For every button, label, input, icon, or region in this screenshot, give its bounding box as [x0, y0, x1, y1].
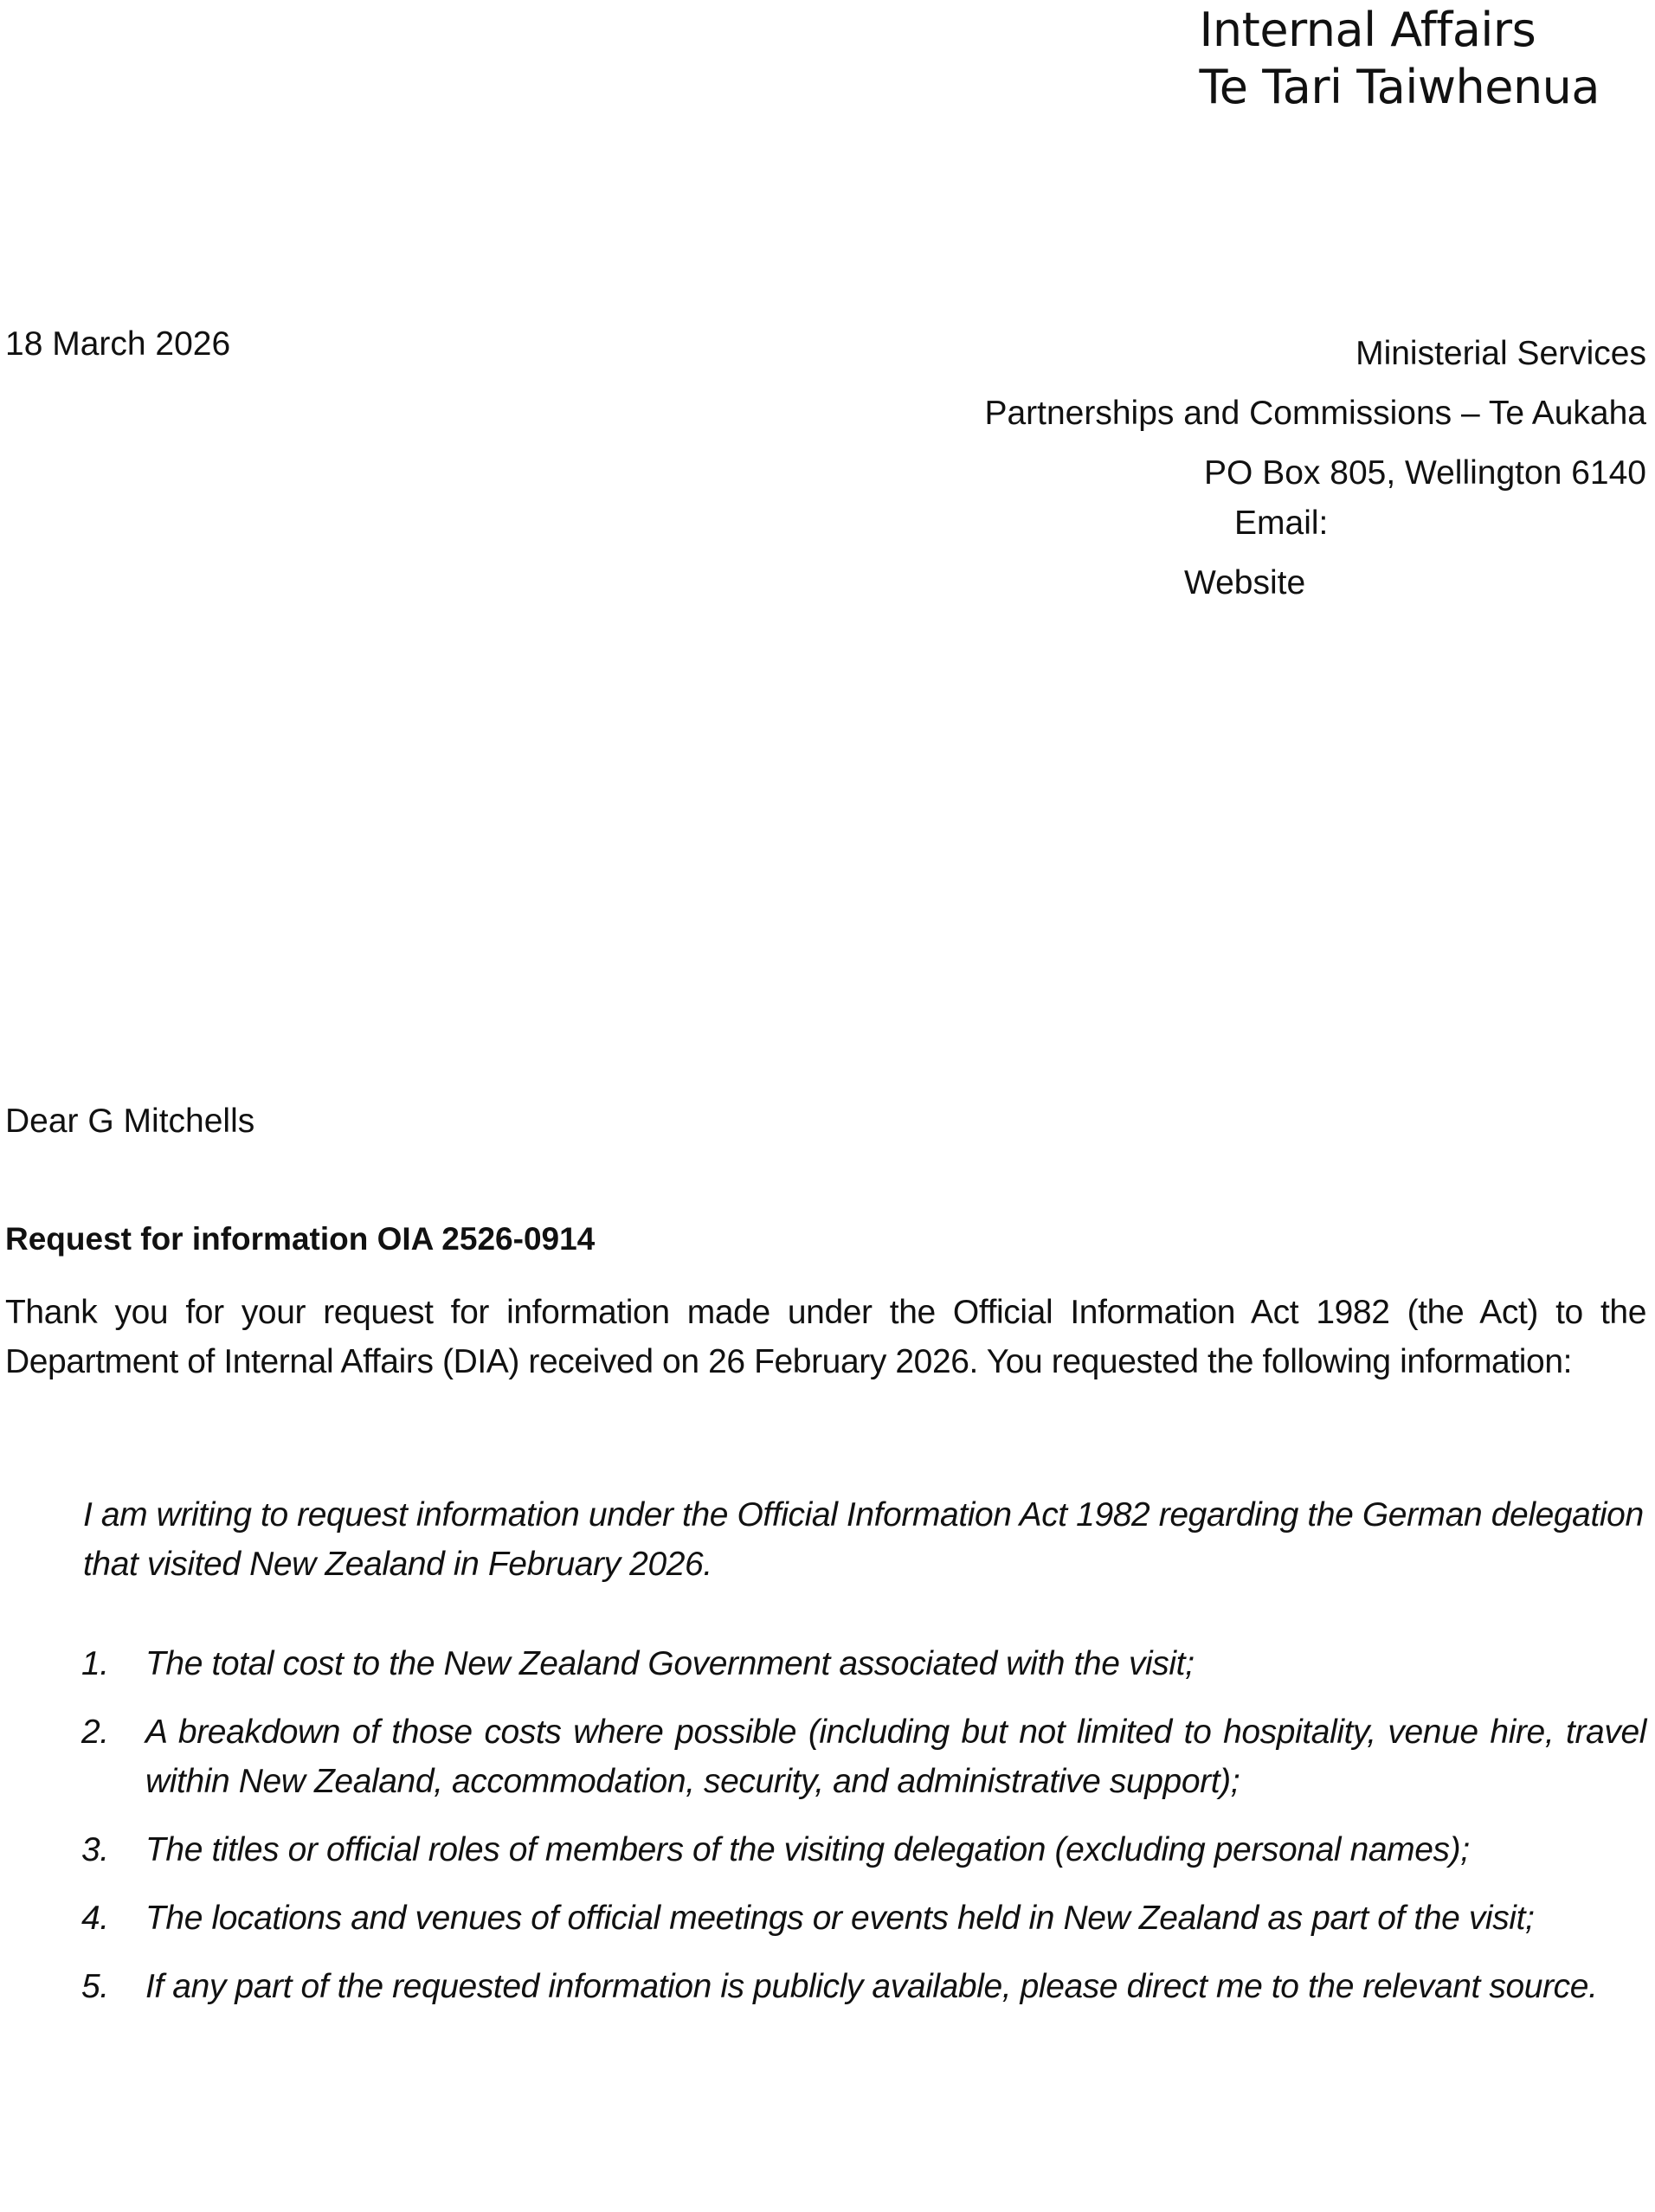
- sender-division: Partnerships and Commissions – Te Aukaha: [984, 395, 1646, 432]
- list-item: [0, 1962, 1646, 2011]
- quoted-request: I am writing to request information under the Official Information Act 1982 regarding the German delegation that visited New Zealand in February 2026.: [83, 1496, 1644, 1583]
- list-item-number: 1.: [81, 1645, 109, 1682]
- requested-items-list: [0, 1639, 1646, 2030]
- list-item: [0, 1825, 1646, 1874]
- email-label: Email:: [1234, 505, 1329, 542]
- sender-address: [984, 324, 1646, 503]
- list-item-text: The locations and venues of official meetings or events held in New Zealand as part of the visit;: [145, 1900, 1535, 1937]
- department-logo: [1200, 2, 1600, 116]
- list-item-number: 3.: [81, 1831, 109, 1868]
- logo-maori-name: Te Tari Taiwhenua: [1199, 60, 1600, 114]
- intro-paragraph: Thank you for your request for information made under the Official Information Act 1982 (the Act) to the Department of Internal Affairs (DIA) received on 26 February 2026. You requested the following information:: [5, 1294, 1646, 1380]
- list-item-text: The total cost to the New Zealand Government associated with the visit;: [145, 1645, 1195, 1682]
- logo-english-name: Internal Affairs: [1199, 3, 1536, 57]
- subject-heading: Request for information OIA 2526-0914: [5, 1221, 596, 1257]
- website-label: Website: [1184, 564, 1306, 601]
- list-item-text: If any part of the requested information is publicly available, please direct me to the relevant source.: [145, 1968, 1598, 2005]
- list-item-text: The titles or official roles of members of the visiting delegation (excluding personal names);: [145, 1831, 1470, 1868]
- list-item-number: 5.: [81, 1968, 109, 2005]
- list-item-number: 4.: [81, 1900, 109, 1937]
- salutation: Dear G Mitchells: [5, 1103, 255, 1140]
- sender-unit: Ministerial Services: [1356, 335, 1646, 372]
- letter-date: 18 March 2026: [5, 325, 231, 363]
- sender-postal-address: PO Box 805, Wellington 6140: [1204, 454, 1646, 492]
- list-item: [0, 1707, 1646, 1806]
- list-item: [0, 1639, 1646, 1688]
- list-item: [0, 1894, 1646, 1943]
- list-item-number: 2.: [81, 1714, 109, 1751]
- list-item-text: A breakdown of those costs where possible (including but not limited to hospitality, venue hire, travel within New Zealand, accommodation, security, and administrative support);: [145, 1714, 1646, 1800]
